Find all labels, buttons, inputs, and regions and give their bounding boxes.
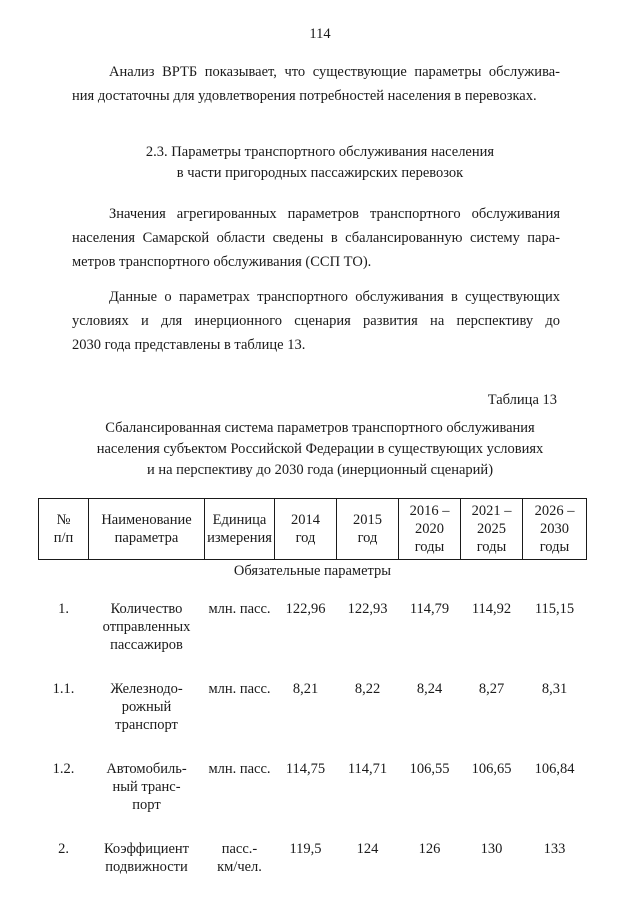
table-caption: [0, 418, 640, 481]
header-unit: Единица измерения: [205, 499, 275, 560]
paragraph-2-line-2: условиях и для инерционного сценария развития на перспективу до: [72, 313, 560, 329]
row-value-2016-2020: 126: [418, 841, 441, 857]
row-num: 1.1.: [52, 681, 75, 697]
header-2021-2025: 2021 – 2025 годы: [461, 499, 523, 560]
row-value-2021-2025: 8,27: [478, 681, 505, 697]
row-value-2014: 122,96: [285, 601, 326, 617]
table-caption-line-1: Сбалансированная система параметров транспортного обслуживания: [105, 420, 535, 436]
section-heading-line-1: 2.3. Параметры транспортного обслуживания населения: [145, 144, 495, 160]
row-value-2014: 119,5: [289, 841, 322, 857]
paragraph-2: [72, 285, 560, 357]
section-row: [39, 560, 587, 589]
section-heading-line-2: в части пригородных пассажирских перевозок: [176, 165, 464, 181]
header-2014: 2014 год: [275, 499, 337, 560]
row-unit: млн. пасс.: [208, 681, 271, 697]
row-name: Количество отправленных пассажиров: [102, 601, 191, 653]
row-value-2021-2025: 114,92: [471, 601, 512, 617]
row-unit: пасс.- км/чел.: [217, 841, 262, 875]
row-value-2016-2020: 106,55: [409, 761, 450, 777]
row-name: Железнодо- рожный транспорт: [110, 681, 183, 733]
row-value-2021-2025: 130: [480, 841, 503, 857]
table-caption-line-2: населения субъектом Российской Федерации в существующих условиях: [96, 441, 544, 457]
paragraph-1-line-1: Значения агрегированных параметров транспортного обслуживания: [109, 206, 560, 222]
table-row: [39, 668, 587, 748]
row-value-2014: 114,75: [285, 761, 326, 777]
row-num: 1.2.: [52, 761, 75, 777]
table-row: [39, 588, 587, 668]
table-row: [39, 748, 587, 828]
row-num: 1.: [58, 601, 69, 617]
row-value-2016-2020: 8,24: [416, 681, 443, 697]
row-value-2014: 8,21: [292, 681, 319, 697]
row-value-2015: 122,93: [347, 601, 388, 617]
row-unit: млн. пасс.: [208, 601, 271, 617]
paragraph-1-line-2: населения Самарской области сведены в сбалансированную систему пара-: [72, 230, 560, 246]
header-2026-2030: 2026 – 2030 годы: [523, 499, 587, 560]
table-header-row: [39, 499, 587, 560]
row-value-2026-2030: 133: [543, 841, 566, 857]
table-row: [39, 828, 587, 890]
table-label: Таблица 13: [487, 392, 557, 408]
intro-paragraph: [72, 60, 560, 108]
row-value-2026-2030: 8,31: [541, 681, 568, 697]
intro-line-2: ния достаточны для удовлетворения потребностей населения в перевозках.: [72, 88, 537, 104]
row-value-2015: 8,22: [354, 681, 381, 697]
row-value-2026-2030: 115,15: [534, 601, 575, 617]
row-value-2026-2030: 106,84: [534, 761, 575, 777]
header-name: Наименование параметра: [89, 499, 205, 560]
row-name: Автомобиль- ный транс- порт: [106, 761, 187, 813]
row-value-2015: 114,71: [347, 761, 388, 777]
paragraph-1: [72, 202, 560, 274]
header-2016-2020: 2016 – 2020 годы: [399, 499, 461, 560]
row-value-2016-2020: 114,79: [409, 601, 450, 617]
header-2015: 2015 год: [337, 499, 399, 560]
parameters-table: [38, 498, 587, 890]
table-caption-line-3: и на перспективу до 2030 года (инерционный сценарий): [146, 462, 494, 478]
section-heading: [0, 142, 640, 184]
section-title: Обязательные параметры: [233, 563, 392, 579]
header-num: № п/п: [39, 499, 89, 560]
paragraph-2-line-1: Данные о параметрах транспортного обслуживания в существующих: [109, 289, 560, 305]
row-num: 2.: [58, 841, 69, 857]
row-value-2015: 124: [356, 841, 379, 857]
paragraph-2-line-3: 2030 года представлены в таблице 13.: [72, 337, 306, 353]
row-unit: млн. пасс.: [208, 761, 271, 777]
page-number: 114: [309, 26, 331, 42]
intro-line-1: Анализ ВРТБ показывает, что существующие параметры обслужива-: [109, 64, 560, 80]
row-name: Коэффициент подвижности: [103, 841, 190, 875]
paragraph-1-line-3: метров транспортного обслуживания (ССП ТО).: [72, 254, 372, 270]
row-value-2021-2025: 106,65: [471, 761, 512, 777]
